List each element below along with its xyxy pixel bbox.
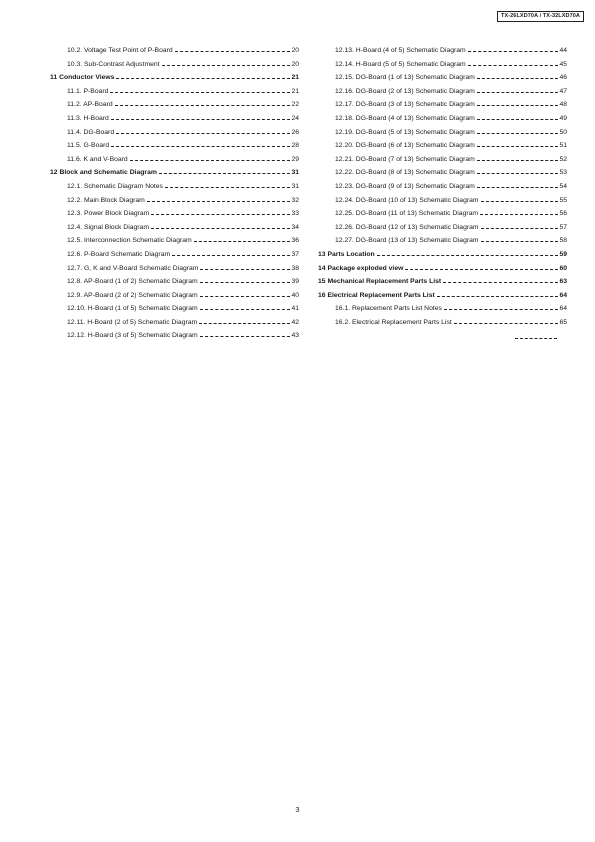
toc-section-entry[interactable]: [318, 289, 567, 303]
toc-leader-line: [477, 78, 559, 79]
toc-leader-line: [159, 173, 291, 174]
toc-entry-label: 10.2. Voltage Test Point of P-Board: [67, 47, 173, 54]
toc-page-number: 39: [291, 278, 299, 286]
toc-subsection-entry[interactable]: [50, 302, 299, 316]
toc-leader-line: [194, 241, 291, 242]
toc-page-number: 33: [291, 210, 299, 218]
toc-page-number: 31: [291, 169, 299, 177]
toc-section-entry[interactable]: [50, 71, 299, 85]
toc-entry-label: 14 Package exploded view: [318, 264, 404, 272]
toc-entry-label: 12.14. H-Board (5 of 5) Schematic Diagram: [335, 60, 466, 68]
toc-page-number: 44: [559, 47, 567, 54]
toc-entry-label: 16.2. Electrical Replacement Parts List: [335, 318, 452, 326]
toc-leader-line: [111, 146, 290, 147]
toc-page-number: 60: [559, 264, 567, 272]
toc-page-number: 42: [291, 318, 299, 326]
toc-leader-line: [111, 119, 291, 120]
toc-subsection-entry[interactable]: [318, 316, 567, 330]
toc-entry-label: 12.22. DG-Board (8 of 13) Schematic Diagram: [335, 169, 475, 177]
toc-page-number: 28: [291, 142, 299, 150]
toc-entry-label: 12.16. DG-Board (2 of 13) Schematic Diagram: [335, 87, 475, 95]
toc-leader-line: [477, 92, 559, 93]
toc-entry-label: 12.17. DG-Board (3 of 13) Schematic Diagram: [335, 101, 475, 109]
toc-page-number: 52: [559, 155, 567, 163]
toc-leader-line: [468, 51, 559, 52]
toc-entry-label: 12 Block and Schematic Diagram: [50, 169, 157, 177]
toc-section-entry[interactable]: [50, 166, 299, 180]
toc-entry-label: 11.1. P-Board: [67, 87, 109, 95]
toc-page-number: 40: [291, 291, 299, 299]
toc-entry-label: 11.6. K and V-Board: [67, 155, 128, 163]
toc-entry-label: 12.8. AP-Board (1 of 2) Schematic Diagram: [67, 278, 198, 286]
toc-subsection-entry[interactable]: [318, 58, 567, 72]
toc-leader-line: [481, 201, 559, 202]
toc-leader-line: [147, 201, 291, 202]
toc-page-number: 20: [291, 60, 299, 68]
toc-subsection-entry[interactable]: [50, 194, 299, 208]
toc-entry-label: 16 Electrical Replacement Parts List: [318, 291, 435, 299]
toc-entry-label: 12.12. H-Board (3 of 5) Schematic Diagram: [67, 332, 198, 340]
toc-entry-label: 12.5. Interconnection Schematic Diagram: [67, 237, 192, 245]
toc-page-number: 65: [559, 318, 567, 326]
toc-entry-label: 12.19. DG-Board (5 of 13) Schematic Diagram: [335, 128, 475, 136]
toc-page-number: 56: [559, 210, 567, 218]
toc-leader-line: [477, 105, 559, 106]
toc-section-entry[interactable]: [318, 248, 567, 262]
toc-page-number: 46: [559, 74, 567, 82]
toc-leader-line: [200, 269, 290, 270]
toc-page-number: 34: [291, 223, 299, 231]
toc-leader-line: [200, 296, 291, 297]
toc-subsection-entry[interactable]: [50, 153, 299, 167]
toc-subsection-entry[interactable]: [50, 221, 299, 235]
toc-leader-line: [468, 65, 559, 66]
toc-entry-label: 12.10. H-Board (1 of 5) Schematic Diagram: [67, 305, 198, 313]
toc-entry-label: 12.4. Signal Block Diagram: [67, 223, 149, 231]
toc-section-entry[interactable]: [318, 275, 567, 289]
toc-page-number: 21: [291, 74, 299, 82]
toc-leader-line: [444, 309, 559, 310]
toc-subsection-entry[interactable]: [50, 126, 299, 140]
toc-subsection-entry[interactable]: [50, 275, 299, 289]
toc-entry-label: 12.2. Main Block Diagram: [67, 196, 145, 204]
toc-page-number: 49: [559, 114, 567, 122]
toc-page-number: 20: [291, 47, 299, 54]
toc-entry-label: 12.9. AP-Board (2 of 2) Schematic Diagram: [67, 291, 198, 299]
toc-leader-line: [437, 296, 559, 297]
toc-entry-label: 12.23. DG-Board (9 of 13) Schematic Diagram: [335, 182, 475, 190]
toc-leader-line: [200, 336, 291, 337]
toc-page-number: 29: [291, 155, 299, 163]
toc-subsection-entry[interactable]: [50, 262, 299, 276]
toc-leader-line: [165, 187, 290, 188]
toc-entry-label: 12.6. P-Board Schematic Diagram: [67, 250, 171, 258]
toc-entry-label: 12.21. DG-Board (7 of 13) Schematic Diagram: [335, 155, 475, 163]
toc-subsection-entry[interactable]: [50, 207, 299, 221]
toc-entry-label: 12.15. DG-Board (1 of 13) Schematic Diagram: [335, 74, 475, 82]
toc-subsection-entry[interactable]: [50, 112, 299, 126]
toc-subsection-entry[interactable]: [318, 153, 567, 167]
toc-page-number: 21: [291, 87, 299, 95]
toc-page-number: 41: [291, 305, 299, 313]
toc-entry-label: 12.26. DG-Board (12 of 13) Schematic Diagram: [335, 223, 479, 231]
toc-entry-label: 12.18. DG-Board (4 of 13) Schematic Diagram: [335, 114, 475, 122]
toc-leader-line: [115, 105, 291, 106]
toc-subsection-entry[interactable]: [50, 85, 299, 99]
toc-column-left: [50, 44, 299, 343]
toc-subsection-entry[interactable]: [50, 139, 299, 153]
toc-subsection-entry[interactable]: [318, 221, 567, 235]
toc-subsection-entry[interactable]: [50, 58, 299, 72]
toc-subsection-entry[interactable]: [318, 180, 567, 194]
toc-entry-label: 11 Conductor Views: [50, 74, 115, 82]
toc-entry-label: 12.7. G, K and V-Board Schematic Diagram: [67, 264, 199, 272]
toc-subsection-entry[interactable]: [318, 234, 567, 248]
toc-subsection-entry[interactable]: [50, 316, 299, 330]
toc-entry-label: 11.4. DG-Board: [67, 128, 115, 136]
toc-subsection-entry[interactable]: [318, 98, 567, 112]
leader-continuation: [515, 338, 557, 339]
toc-subsection-entry[interactable]: [318, 139, 567, 153]
toc-entry-label: 11.2. AP-Board: [67, 101, 113, 109]
toc-entry-label: 12.1. Schematic Diagram Notes: [67, 182, 163, 190]
page-number: 3: [295, 805, 300, 814]
model-number-header: TX-26LXD70A / TX-32LXD70A: [497, 11, 584, 22]
toc-leader-line: [116, 78, 290, 79]
toc-subsection-entry[interactable]: [318, 85, 567, 99]
toc-entry-label: 12.24. DG-Board (10 of 13) Schematic Diagram: [335, 196, 479, 204]
toc-entry-label: 11.5. G-Board: [67, 142, 110, 150]
toc-page-number: 32: [291, 196, 299, 204]
toc-entry-label: 12.27. DG-Board (13 of 13) Schematic Diagram: [335, 237, 479, 245]
toc-subsection-entry[interactable]: [50, 44, 299, 58]
toc-leader-line: [477, 160, 559, 161]
toc-leader-line: [481, 228, 559, 229]
toc-leader-line: [477, 173, 559, 174]
toc-subsection-entry[interactable]: [318, 126, 567, 140]
toc-page-number: 38: [291, 264, 299, 272]
toc-leader-line: [377, 255, 559, 256]
toc-leader-line: [110, 92, 290, 93]
toc-page-number: 50: [559, 128, 567, 136]
toc-subsection-entry[interactable]: [50, 248, 299, 262]
toc-leader-line: [443, 282, 558, 283]
toc-leader-line: [405, 269, 558, 270]
toc-subsection-entry[interactable]: [318, 302, 567, 316]
toc-page-number: 53: [559, 169, 567, 177]
toc-page-number: 64: [559, 305, 567, 313]
toc-page-number: 54: [559, 182, 567, 190]
toc-page-number: 64: [559, 291, 567, 299]
toc-page-number: 48: [559, 101, 567, 109]
toc-entry-label: 12.3. Power Block Diagram: [67, 210, 150, 218]
toc-leader-line: [477, 133, 559, 134]
toc-entry-label: 12.11. H-Board (2 of 5) Schematic Diagram: [67, 318, 198, 326]
toc-subsection-entry[interactable]: [50, 180, 299, 194]
toc-page-number: 55: [559, 196, 567, 204]
toc-subsection-entry[interactable]: [318, 194, 567, 208]
toc-entry-label: 16.1. Replacement Parts List Notes: [335, 305, 442, 313]
toc-leader-line: [481, 241, 559, 242]
toc-subsection-entry[interactable]: [50, 98, 299, 112]
toc-subsection-entry[interactable]: [318, 71, 567, 85]
toc-leader-line: [116, 133, 290, 134]
toc-page-number: 36: [291, 237, 299, 245]
toc-leader-line: [454, 323, 559, 324]
toc-page-number: 45: [559, 60, 567, 68]
toc-leader-line: [480, 214, 558, 215]
toc-subsection-entry[interactable]: [50, 329, 299, 343]
toc-leader-line: [200, 282, 291, 283]
toc-page-number: 43: [291, 332, 299, 340]
toc-entry-label: 10.3. Sub-Contrast Adjustment: [67, 60, 160, 68]
toc-subsection-entry[interactable]: [318, 166, 567, 180]
toc-page-number: 57: [559, 223, 567, 231]
toc-page-number: 31: [291, 182, 299, 190]
toc-leader-line: [199, 323, 290, 324]
toc-entry-label: 12.20. DG-Board (6 of 13) Schematic Diagram: [335, 142, 475, 150]
toc-page-number: 24: [291, 114, 299, 122]
toc-leader-line: [151, 214, 290, 215]
toc-page-number: 26: [291, 128, 299, 136]
toc-subsection-entry[interactable]: [50, 289, 299, 303]
toc-leader-line: [477, 146, 559, 147]
toc-leader-line: [162, 65, 291, 66]
toc-subsection-entry[interactable]: [318, 207, 567, 221]
toc-leader-line: [477, 119, 559, 120]
toc-entry-label: 12.13. H-Board (4 of 5) Schematic Diagram: [335, 47, 466, 54]
toc-page-number: 51: [559, 142, 567, 150]
toc-column-right: [318, 44, 567, 329]
toc-entry-label: 11.3. H-Board: [67, 114, 109, 122]
toc-subsection-entry[interactable]: [318, 44, 567, 58]
toc-page-number: 47: [559, 87, 567, 95]
toc-page-number: 22: [291, 101, 299, 109]
toc-entry-label: 12.25. DG-Board (11 of 13) Schematic Diagram: [335, 210, 479, 218]
toc-entry-label: 15 Mechanical Replacement Parts List: [318, 278, 442, 286]
toc-leader-line: [130, 160, 291, 161]
toc-page-number: 58: [559, 237, 567, 245]
toc-leader-line: [200, 309, 291, 310]
toc-subsection-entry[interactable]: [318, 112, 567, 126]
toc-leader-line: [172, 255, 290, 256]
toc-entry-label: 13 Parts Location: [318, 250, 375, 258]
toc-section-entry[interactable]: [318, 262, 567, 276]
toc-leader-line: [175, 51, 291, 52]
toc-leader-line: [151, 228, 290, 229]
toc-subsection-entry[interactable]: [50, 234, 299, 248]
toc-page-number: 63: [559, 278, 567, 286]
toc-leader-line: [477, 187, 559, 188]
toc-page-number: 37: [291, 250, 299, 258]
toc-page-number: 59: [559, 250, 567, 258]
